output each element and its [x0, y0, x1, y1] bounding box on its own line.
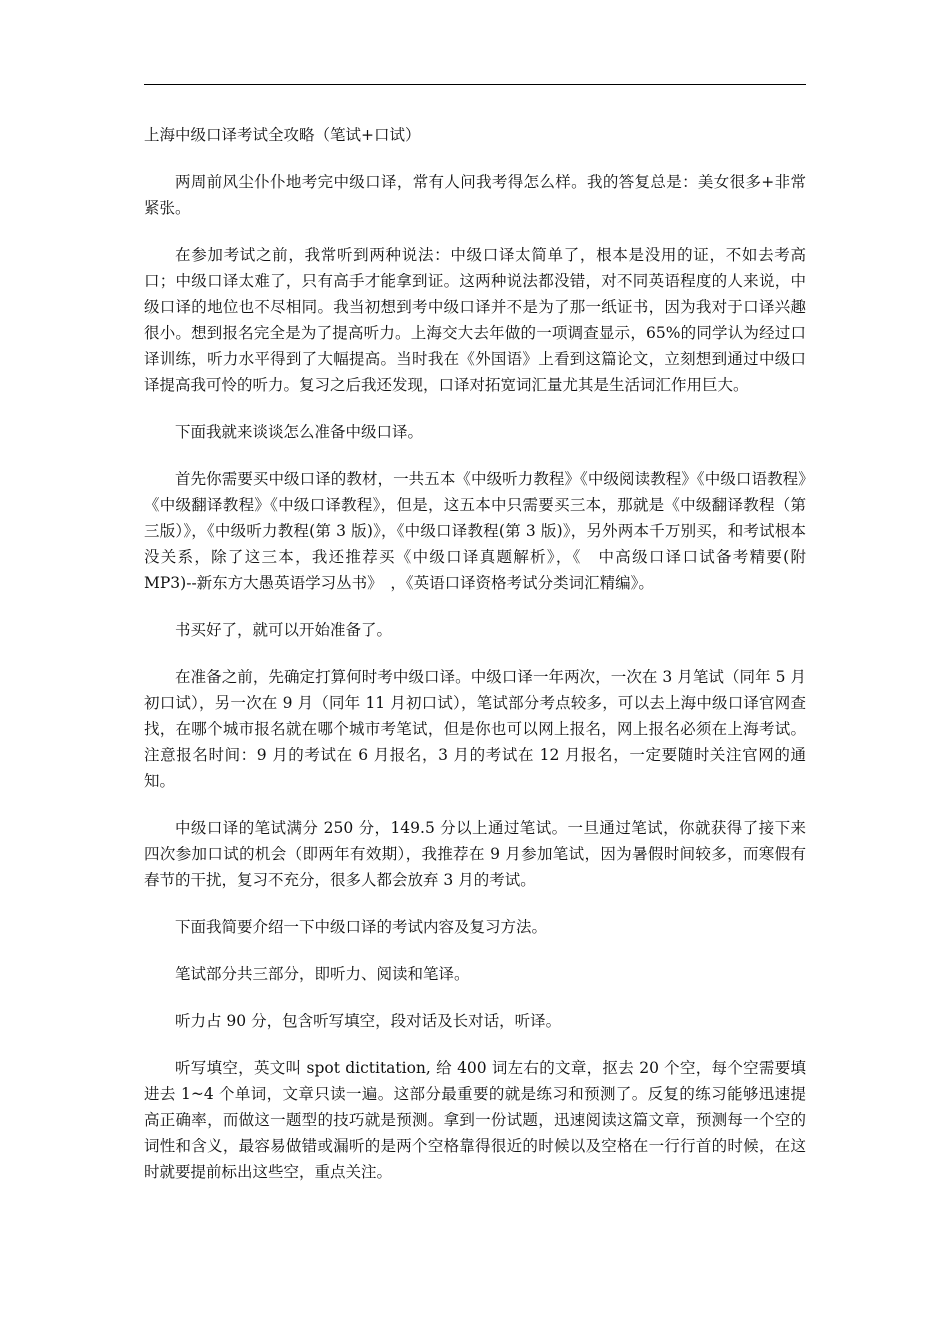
- paragraph-intro: 两周前风尘仆仆地考完中级口译，常有人问我考得怎么样。我的答复总是：美女很多+非常紧张。: [144, 173, 806, 217]
- paragraph-listening: 听力占 90 分，包含听写填空，段对话及长对话，听译。: [175, 1012, 562, 1030]
- article-title: 上海中级口译考试全攻略（笔试+口试）: [144, 126, 421, 144]
- header-rule: [144, 84, 806, 85]
- paragraph-transition: 下面我就来谈谈怎么准备中级口译。: [175, 423, 424, 441]
- paragraph-scoring: 中级口译的笔试满分 250 分，149.5 分以上通过笔试。一旦通过笔试，你就获得了接下来四次参加口试的机会（即两年有效期），我推荐在 9 月参加笔试，因为暑假时间较多，而寒假有春节的干扰，复习不充分，很多人都会放弃 3 月的考试。: [144, 819, 806, 889]
- paragraph-textbooks: 首先你需要买中级口译的教材，一共五本《中级听力教程》《中级阅读教程》《中级口语教程》《中级翻译教程》《中级口译教程》，但是，这五本中只需要买三本，那就是《中级翻译教程（第三版）》，《中级听力教程(第 3 版)》，《中级口译教程(第 3 版)》，另外两本千万别买，和考试根本没关系，除了这三本，我还推荐买《中级口译真题解析》，《 中高级口译口试备考精要(附 MP3)--新东方大愚英语学习丛书》 ，《英语口译资格考试分类词汇精编》。: [144, 470, 806, 592]
- paragraph-schedule: 在准备之前，先确定打算何时考中级口译。中级口译一年两次，一次在 3 月笔试（同年 5 月初口试），另一次在 9 月（同年 11 月初口试），笔试部分考点较多，可以去上海中级口译官网查找，在哪个城市报名就在哪个城市考笔试，但是你也可以网上报名，网上报名必须在上海考试。注意报名时间：9 月的考试在 6 月报名，3 月的考试在 12 月报名，一定要随时关注官网的通知。: [144, 668, 806, 790]
- paragraph-ready: 书买好了，就可以开始准备了。: [175, 621, 393, 639]
- article-body: [144, 122, 806, 1206]
- paragraph-overview: 下面我简要介绍一下中级口译的考试内容及复习方法。: [175, 918, 548, 936]
- paragraph-sections: 笔试部分共三部分，即听力、阅读和笔译。: [175, 965, 470, 983]
- paragraph-spot-dictation: 听写填空，英文叫 spot dictitation, 给 400 词左右的文章，抠去 20 个空，每个空需要填进去 1~4 个单词，文章只读一遍。这部分最重要的就是练习和预测了。反复的练习能够迅速提高正确率，而做这一题型的技巧就是预测。拿到一份试题，迅速阅读这篇文章，预测每一个空的词性和含义，最容易做错或漏听的是两个空格靠得很近的时候以及空格在一行行首的时候，在这时就要提前标出这些空，重点关注。: [144, 1059, 806, 1181]
- paragraph-background: 在参加考试之前，我常听到两种说法：中级口译太简单了，根本是没用的证，不如去考高口；中级口译太难了，只有高手才能拿到证。这两种说法都没错，对不同英语程度的人来说，中级口译的地位也不尽相同。我当初想到考中级口译并不是为了那一纸证书，因为我对于口译兴趣很小。想到报名完全是为了提高听力。上海交大去年做的一项调查显示，65%的同学认为经过口译训练，听力水平得到了大幅提高。当时我在《外国语》上看到这篇论文，立刻想到通过中级口译提高我可怜的听力。复习之后我还发现，口译对拓宽词汇量尤其是生活词汇作用巨大。: [144, 246, 806, 394]
